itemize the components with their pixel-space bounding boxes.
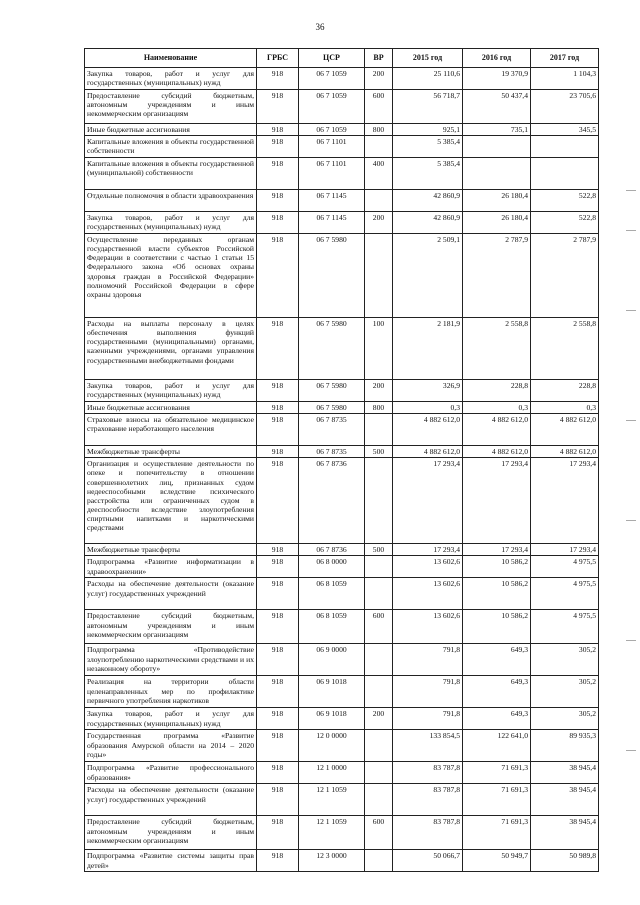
row-2017: 4 882 612,0 (531, 446, 599, 458)
row-csr: 06 9 1018 (299, 708, 365, 730)
col-header-2016: 2016 год (463, 49, 531, 68)
row-2016: 122 641,0 (463, 730, 531, 762)
table-row (85, 234, 599, 318)
row-grbs: 918 (257, 212, 299, 234)
row-2016: 228,8 (463, 380, 531, 402)
row-2016: 71 691,3 (463, 816, 531, 850)
row-2016: 4 882 612,0 (463, 446, 531, 458)
col-header-grbs: ГРБС (257, 49, 299, 68)
row-vr (365, 730, 393, 762)
row-grbs: 918 (257, 380, 299, 402)
row-2017: 38 945,4 (531, 784, 599, 816)
row-name: Расходы на обеспечение деятельности (оказание услуг) государственных учреждений (85, 578, 257, 610)
row-grbs: 918 (257, 730, 299, 762)
row-csr: 06 7 5980 (299, 380, 365, 402)
row-name: Иные бюджетные ассигнования (85, 124, 257, 136)
row-2017: 50 989,8 (531, 850, 599, 872)
row-name: Подпрограмма «Противодействие злоупотреблению наркотическими средствами и их незаконному обороту» (85, 644, 257, 676)
row-grbs: 918 (257, 544, 299, 556)
row-2016: 649,3 (463, 676, 531, 708)
row-vr (365, 578, 393, 610)
budget-table (84, 48, 599, 872)
row-2015: 791,8 (393, 708, 463, 730)
row-2015: 42 860,9 (393, 190, 463, 212)
table-row (85, 402, 599, 414)
table-row (85, 850, 599, 872)
row-2017: 2 558,8 (531, 318, 599, 380)
row-2015: 25 110,6 (393, 68, 463, 90)
row-2017: 23 705,6 (531, 90, 599, 124)
row-2016: 649,3 (463, 644, 531, 676)
row-name: Капитальные вложения в объекты государственной собственности (85, 136, 257, 158)
row-grbs: 918 (257, 446, 299, 458)
row-grbs: 918 (257, 234, 299, 318)
col-header-csr: ЦСР (299, 49, 365, 68)
row-2017: 0,3 (531, 402, 599, 414)
row-vr (365, 414, 393, 446)
table-row (85, 610, 599, 644)
row-csr: 06 8 1059 (299, 610, 365, 644)
row-2015: 791,8 (393, 676, 463, 708)
row-csr: 06 8 0000 (299, 556, 365, 578)
row-grbs: 918 (257, 676, 299, 708)
row-2017: 4 975,5 (531, 578, 599, 610)
row-2015: 4 882 612,0 (393, 446, 463, 458)
row-name: Закупка товаров, работ и услуг для государственных (муниципальных) нужд (85, 380, 257, 402)
row-csr: 06 7 5980 (299, 234, 365, 318)
row-name: Подпрограмма «Развитие профессионального образования» (85, 762, 257, 784)
row-vr: 100 (365, 318, 393, 380)
row-grbs: 918 (257, 90, 299, 124)
table-row (85, 124, 599, 136)
row-name: Межбюджетные трансферты (85, 446, 257, 458)
row-2017: 2 787,9 (531, 234, 599, 318)
row-vr: 200 (365, 212, 393, 234)
row-2016: 26 180,4 (463, 212, 531, 234)
row-csr: 06 7 5980 (299, 402, 365, 414)
row-2015: 2 509,1 (393, 234, 463, 318)
row-name: Предоставление субсидий бюджетным, автономным учреждениям и иным некоммерческим организациям (85, 90, 257, 124)
row-vr: 800 (365, 402, 393, 414)
row-name: Межбюджетные трансферты (85, 544, 257, 556)
row-csr: 06 7 8735 (299, 414, 365, 446)
row-2016: 71 691,3 (463, 784, 531, 816)
row-2015: 5 385,4 (393, 136, 463, 158)
row-vr (365, 556, 393, 578)
row-csr: 06 7 1145 (299, 190, 365, 212)
table-row (85, 190, 599, 212)
row-vr (365, 644, 393, 676)
page-number: 36 (315, 22, 325, 32)
row-name: Осуществление переданных органам государственной власти субъектов Российской Федерации в соответствии с частью 1 статьи 15 Федерального закона «Об основах охраны здоровья граждан в Российской Федерации» полномочий Российской Федерации в сфере охраны здоровья (85, 234, 257, 318)
row-grbs: 918 (257, 816, 299, 850)
row-2017: 305,2 (531, 708, 599, 730)
row-2015: 13 602,6 (393, 556, 463, 578)
row-name: Расходы на выплаты персоналу в целях обеспечения выполнения функций государственными (муниципальными) органами, казенными учреждениями, органами управления государственными внебюджетными фондами (85, 318, 257, 380)
row-vr: 600 (365, 90, 393, 124)
row-csr: 06 7 8736 (299, 544, 365, 556)
row-name: Капитальные вложения в объекты государственной (муниципальной) собственности (85, 158, 257, 190)
row-name: Страховые взносы на обязательное медицинское страхование неработающего населения (85, 414, 257, 446)
row-csr: 12 1 1059 (299, 784, 365, 816)
row-csr: 06 7 1145 (299, 212, 365, 234)
row-2017: 38 945,4 (531, 816, 599, 850)
row-grbs: 918 (257, 556, 299, 578)
row-2016: 17 293,4 (463, 544, 531, 556)
row-2017: 4 882 612,0 (531, 414, 599, 446)
row-2017: 4 975,5 (531, 610, 599, 644)
row-csr: 06 7 8735 (299, 446, 365, 458)
row-name: Предоставление субсидий бюджетным, автономным учреждениям и иным некоммерческим организациям (85, 610, 257, 644)
table-row (85, 556, 599, 578)
scan-edge-marks (622, 190, 636, 790)
row-2016: 10 586,2 (463, 610, 531, 644)
row-grbs: 918 (257, 414, 299, 446)
row-2015: 17 293,4 (393, 458, 463, 544)
row-csr: 06 7 1101 (299, 136, 365, 158)
row-vr: 200 (365, 68, 393, 90)
col-header-vr: ВР (365, 49, 393, 68)
row-2016: 10 586,2 (463, 578, 531, 610)
row-2016: 4 882 612,0 (463, 414, 531, 446)
row-2017: 17 293,4 (531, 458, 599, 544)
row-2015: 83 787,8 (393, 762, 463, 784)
row-2017: 522,8 (531, 190, 599, 212)
row-csr: 06 9 1018 (299, 676, 365, 708)
row-vr (365, 784, 393, 816)
row-vr (365, 762, 393, 784)
row-vr: 600 (365, 816, 393, 850)
row-csr: 06 7 5980 (299, 318, 365, 380)
table-row (85, 136, 599, 158)
row-name: Расходы на обеспечение деятельности (оказание услуг) государственных учреждений (85, 784, 257, 816)
row-name: Организация и осуществление деятельности по опеке и попечительству в отношении совершеннолетних лиц, признанных судом недееспособными вследствие психического расстройства или ограниченных судом в дееспособности вследствие злоупотребления спиртными напитками и наркотическими средствами (85, 458, 257, 544)
row-vr: 400 (365, 158, 393, 190)
row-grbs: 918 (257, 610, 299, 644)
col-header-2015: 2015 год (393, 49, 463, 68)
row-grbs: 918 (257, 136, 299, 158)
row-2017: 89 935,3 (531, 730, 599, 762)
row-csr: 06 7 1059 (299, 90, 365, 124)
table-row (85, 318, 599, 380)
row-name: Закупка товаров, работ и услуг для государственных (муниципальных) нужд (85, 68, 257, 90)
row-vr (365, 458, 393, 544)
row-2016: 0,3 (463, 402, 531, 414)
row-vr (365, 234, 393, 318)
table-row (85, 578, 599, 610)
col-header-2017: 2017 год (531, 49, 599, 68)
row-2016: 649,3 (463, 708, 531, 730)
table-row (85, 784, 599, 816)
table-row (85, 730, 599, 762)
row-2016: 26 180,4 (463, 190, 531, 212)
row-name: Подпрограмма «Развитие системы защиты прав детей» (85, 850, 257, 872)
row-2015: 133 854,5 (393, 730, 463, 762)
table-row (85, 90, 599, 124)
row-csr: 06 7 8736 (299, 458, 365, 544)
row-grbs: 918 (257, 708, 299, 730)
row-grbs: 918 (257, 578, 299, 610)
row-csr: 06 9 0000 (299, 644, 365, 676)
row-2016: 17 293,4 (463, 458, 531, 544)
row-vr: 600 (365, 610, 393, 644)
row-grbs: 918 (257, 402, 299, 414)
row-csr: 12 1 1059 (299, 816, 365, 850)
row-2015: 925,1 (393, 124, 463, 136)
row-grbs: 918 (257, 458, 299, 544)
row-2015: 0,3 (393, 402, 463, 414)
row-2016 (463, 158, 531, 190)
row-2017 (531, 136, 599, 158)
row-2017: 4 975,5 (531, 556, 599, 578)
table-row (85, 68, 599, 90)
row-grbs: 918 (257, 190, 299, 212)
row-name: Отдельные полномочия в области здравоохранения (85, 190, 257, 212)
row-csr: 06 7 1059 (299, 68, 365, 90)
row-2017: 228,8 (531, 380, 599, 402)
row-vr: 500 (365, 446, 393, 458)
row-csr: 06 7 1101 (299, 158, 365, 190)
row-grbs: 918 (257, 784, 299, 816)
row-2016: 735,1 (463, 124, 531, 136)
row-csr: 12 0 0000 (299, 730, 365, 762)
row-2015: 4 882 612,0 (393, 414, 463, 446)
row-vr (365, 676, 393, 708)
row-2016: 50 949,7 (463, 850, 531, 872)
row-2015: 13 602,6 (393, 578, 463, 610)
row-grbs: 918 (257, 850, 299, 872)
row-csr: 12 3 0000 (299, 850, 365, 872)
row-2016: 2 787,9 (463, 234, 531, 318)
table-row (85, 676, 599, 708)
row-2015: 56 718,7 (393, 90, 463, 124)
table-row (85, 158, 599, 190)
row-2016 (463, 136, 531, 158)
table-row (85, 458, 599, 544)
table-row (85, 414, 599, 446)
row-2015: 83 787,8 (393, 784, 463, 816)
row-grbs: 918 (257, 158, 299, 190)
row-name: Закупка товаров, работ и услуг для государственных (муниципальных) нужд (85, 708, 257, 730)
row-2015: 2 181,9 (393, 318, 463, 380)
row-2016: 71 691,3 (463, 762, 531, 784)
row-grbs: 918 (257, 644, 299, 676)
row-grbs: 918 (257, 318, 299, 380)
row-2015: 50 066,7 (393, 850, 463, 872)
row-2017 (531, 158, 599, 190)
row-vr: 200 (365, 708, 393, 730)
row-vr (365, 190, 393, 212)
row-name: Иные бюджетные ассигнования (85, 402, 257, 414)
row-2015: 13 602,6 (393, 610, 463, 644)
row-2016: 2 558,8 (463, 318, 531, 380)
row-2017: 522,8 (531, 212, 599, 234)
row-2015: 5 385,4 (393, 158, 463, 190)
row-2016: 50 437,4 (463, 90, 531, 124)
row-2016: 10 586,2 (463, 556, 531, 578)
row-2017: 17 293,4 (531, 544, 599, 556)
col-header-name: Наименование (85, 49, 257, 68)
row-vr (365, 850, 393, 872)
row-name: Предоставление субсидий бюджетным, автономным учреждениям и иным некоммерческим организациям (85, 816, 257, 850)
row-vr: 800 (365, 124, 393, 136)
table-row (85, 816, 599, 850)
row-grbs: 918 (257, 68, 299, 90)
table-row (85, 446, 599, 458)
row-grbs: 918 (257, 124, 299, 136)
row-2017: 1 104,3 (531, 68, 599, 90)
table-row (85, 644, 599, 676)
row-vr: 500 (365, 544, 393, 556)
row-2015: 83 787,8 (393, 816, 463, 850)
row-name: Государственная программа «Развитие образования Амурской области на 2014 – 2020 годы» (85, 730, 257, 762)
row-vr (365, 136, 393, 158)
row-grbs: 918 (257, 762, 299, 784)
table-row (85, 708, 599, 730)
row-name: Реализация на территории области целенаправленных мер по профилактике первичного употребления наркотиков (85, 676, 257, 708)
table-row (85, 544, 599, 556)
row-2015: 791,8 (393, 644, 463, 676)
row-2015: 42 860,9 (393, 212, 463, 234)
row-csr: 06 8 1059 (299, 578, 365, 610)
row-name: Подпрограмма «Развитие информатизации в здравоохранении» (85, 556, 257, 578)
table-header-row (85, 49, 599, 68)
row-2017: 305,2 (531, 644, 599, 676)
row-vr: 200 (365, 380, 393, 402)
row-2016: 19 370,9 (463, 68, 531, 90)
table-row (85, 380, 599, 402)
table-row (85, 212, 599, 234)
row-name: Закупка товаров, работ и услуг для государственных (муниципальных) нужд (85, 212, 257, 234)
row-2017: 38 945,4 (531, 762, 599, 784)
table-row (85, 762, 599, 784)
row-2015: 17 293,4 (393, 544, 463, 556)
row-csr: 12 1 0000 (299, 762, 365, 784)
row-2015: 326,9 (393, 380, 463, 402)
row-csr: 06 7 1059 (299, 124, 365, 136)
row-2017: 305,2 (531, 676, 599, 708)
row-2017: 345,5 (531, 124, 599, 136)
